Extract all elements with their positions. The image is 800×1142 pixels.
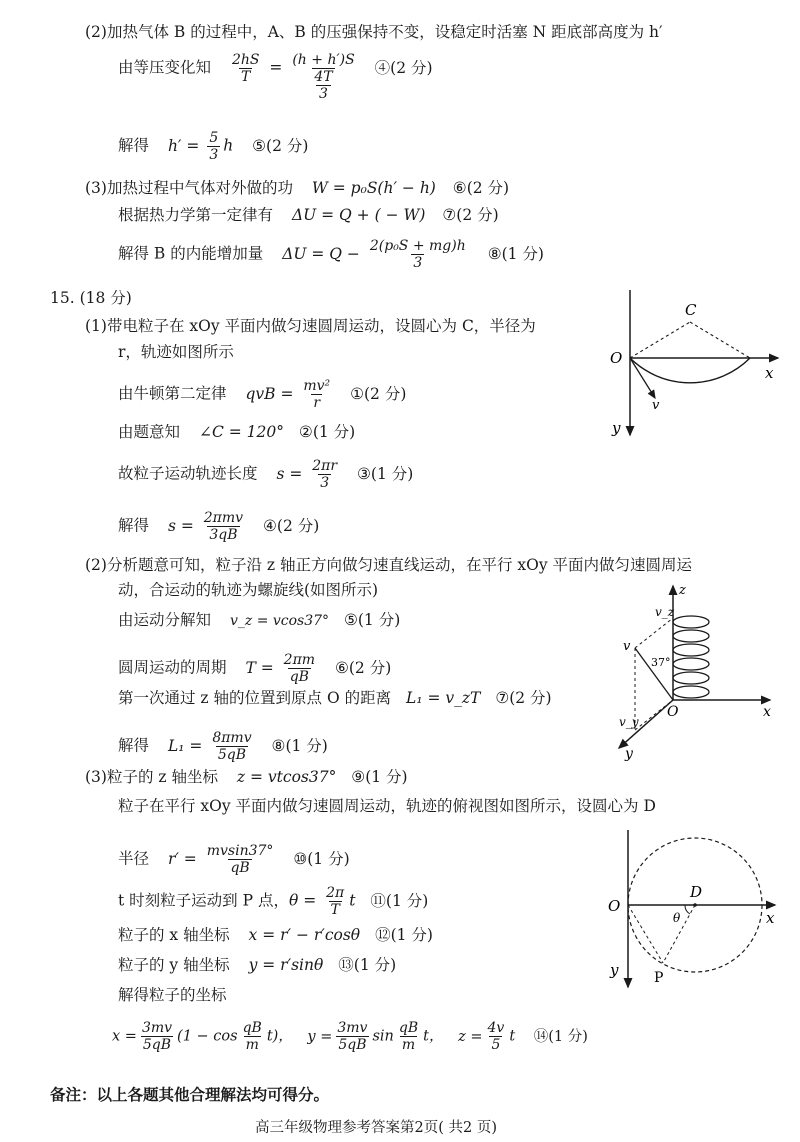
p2-l2-mark: ④(2 分) (374, 58, 433, 77)
q15-s3-line1: (3)粒子的 z 轴坐标 z = vtcos37° ⑨(1 分) (85, 768, 408, 786)
fig3-theta-arc (685, 905, 690, 914)
q15-s3-line4: t 时刻粒子运动到 P 点，θ = $\frac{2\pi}{T}$ t ⑪(1 分) (118, 885, 429, 918)
fig2-label-angle: 37° (651, 656, 671, 669)
q15-s1-line5: 故粒子运动轨迹长度 s = $\frac{2\pi r}{3}$ ③(1 分) (118, 458, 414, 491)
q15-s3-line2: 粒子在平行 xOy 平面内做匀速圆周运动，轨迹的俯视图如图所示，设圆心为 D (118, 797, 656, 815)
q15-s2-line6: 解得 L₁ = $\frac{\text{8πmv}}{5qB}$ ⑧(1 分) (118, 730, 328, 763)
q15-s3-line6: 粒子的 y 轴坐标 y = r′sinθ ⑬(1 分) (118, 956, 397, 974)
fig1-radius-oc (630, 322, 690, 358)
footer: 高三年级物理参考答案第2页( 共2 页) (255, 1120, 497, 1136)
fig2-label-vz: v_z (655, 605, 675, 619)
fig2-label-y: y (625, 746, 633, 762)
fig2-dash-vz (635, 618, 673, 648)
fig2-label-o: O (667, 704, 679, 720)
p2-l2-text: 由等压变化知 (118, 58, 212, 77)
q15-s3-line7: 解得粒子的坐标 (118, 986, 227, 1004)
q15-header: 15. (18 分) (50, 289, 132, 307)
q15-s3-line8: x = $\frac{3mv}{5qB}$ (1 − cos $\frac{qB}{m}$ t)， y = $\frac{3mv}{5qB}$ sin $\frac{qB}{m}$ t， z = $\frac{4v}{5}$ t ⑭(1 分) (112, 1020, 588, 1053)
q15-s2-line5: 第一次通过 z 轴的位置到原点 O 的距离 L₁ = v_zT ⑦(2 分) (118, 689, 552, 707)
fig3-label-o: O (608, 897, 621, 915)
p2-l2-frac2: (h + h′)S 4T 3 (292, 52, 355, 102)
fig3-point-d (693, 903, 697, 907)
q15-s2-line4: 圆周运动的周期 T = $\frac{2\pi m}{qB}$ ⑥(2 分) (118, 652, 392, 685)
fig1-trajectory-arc (630, 358, 750, 383)
q15-s3-line3: 半径 r′ = $\frac{mvsin37^\circ}{qB}$ ⑩(1 分) (118, 843, 350, 876)
q15-s3-line5: 粒子的 x 轴坐标 x = r′ − r′cosθ ⑫(1 分) (118, 926, 433, 944)
q15-s1-line2: r，轨迹如图所示 (118, 343, 234, 361)
fig3-label-y: y (610, 961, 619, 979)
fig1-velocity-arrow (630, 358, 655, 398)
q15-s2-line2: 动，合运动的轨迹为螺旋线(如图所示) (118, 581, 379, 599)
q15-s1-line3: 由牛顿第二定律 qvB = $\frac{\text{mv²}}{r}$ ①(2 分) (118, 378, 407, 411)
fig2-label-z: z (679, 583, 686, 598)
q15-s2-line3: 由运动分解知 v_z = vcos37° ⑤(1 分) (118, 611, 401, 629)
fig1-radius-c2 (690, 322, 750, 358)
fig3-label-x: x (766, 909, 775, 927)
fig3-label-theta: θ (673, 911, 681, 925)
fig1-label-y: y (612, 419, 621, 437)
fig3-label-p: P (654, 970, 664, 986)
q15-s1-line4: 由题意知 ∠C = 120° ②(1 分) (118, 423, 356, 441)
fig2-helix-coils (673, 616, 709, 698)
p3-line1: (3)加热过程中气体对外做的功 W = p₀S(h′ − h) ⑥(2 分) (85, 179, 510, 197)
fig1-label-v: v (652, 398, 660, 413)
note: 备注：以上各题其他合理解法均可得分。 (50, 1085, 330, 1104)
fig2-label-v: v (623, 639, 631, 654)
figure-3-top-view (600, 825, 785, 995)
p2-line3: 解得 h′ = $\frac{5}{3}$ h ⑤(2 分) (118, 130, 309, 163)
q15-s1-line6: 解得 s = $\frac{\text{2πmv}}{3qB}$ ④(2 分) (118, 510, 320, 543)
p2-l2-eq: = (269, 58, 283, 77)
fig2-label-vy: v_y (619, 715, 639, 729)
fig1-label-x: x (765, 364, 774, 382)
p3-line3: 解得 B 的内能增加量 ΔU = Q − $\frac{\text{2(p₀S + mg)h}}{3}$ ⑧(1 分) (118, 238, 544, 271)
fig1-label-o: O (610, 349, 623, 367)
q15-s2-line1: (2)分析题意可知，粒子沿 z 轴正方向做匀速直线运动，在平行 xOy 平面内做匀速圆周运 (85, 556, 693, 574)
p2-l2-frac1: $\frac{2hS}{T}$ (231, 52, 260, 85)
fig3-label-d: D (690, 883, 703, 901)
fig3-chord-op (628, 905, 663, 963)
p2-line2 (118, 52, 433, 102)
fig2-label-x: x (763, 704, 771, 720)
p3-line2: 根据热力学第一定律有 ΔU = Q + ( − W) ⑦(2 分) (118, 206, 499, 224)
q15-s1-line1: (1)带电粒子在 xOy 平面内做匀速圆周运动，设圆心为 C，半径为 (85, 317, 536, 335)
figure-2-helix (605, 580, 785, 765)
fig1-label-c: C (685, 301, 697, 319)
p2-line1: (2)加热气体 B 的过程中，A、B 的压强保持不变，设稳定时活塞 N 距底部高度为 h′ (85, 23, 663, 41)
figure-1-arc-trajectory (600, 285, 785, 445)
